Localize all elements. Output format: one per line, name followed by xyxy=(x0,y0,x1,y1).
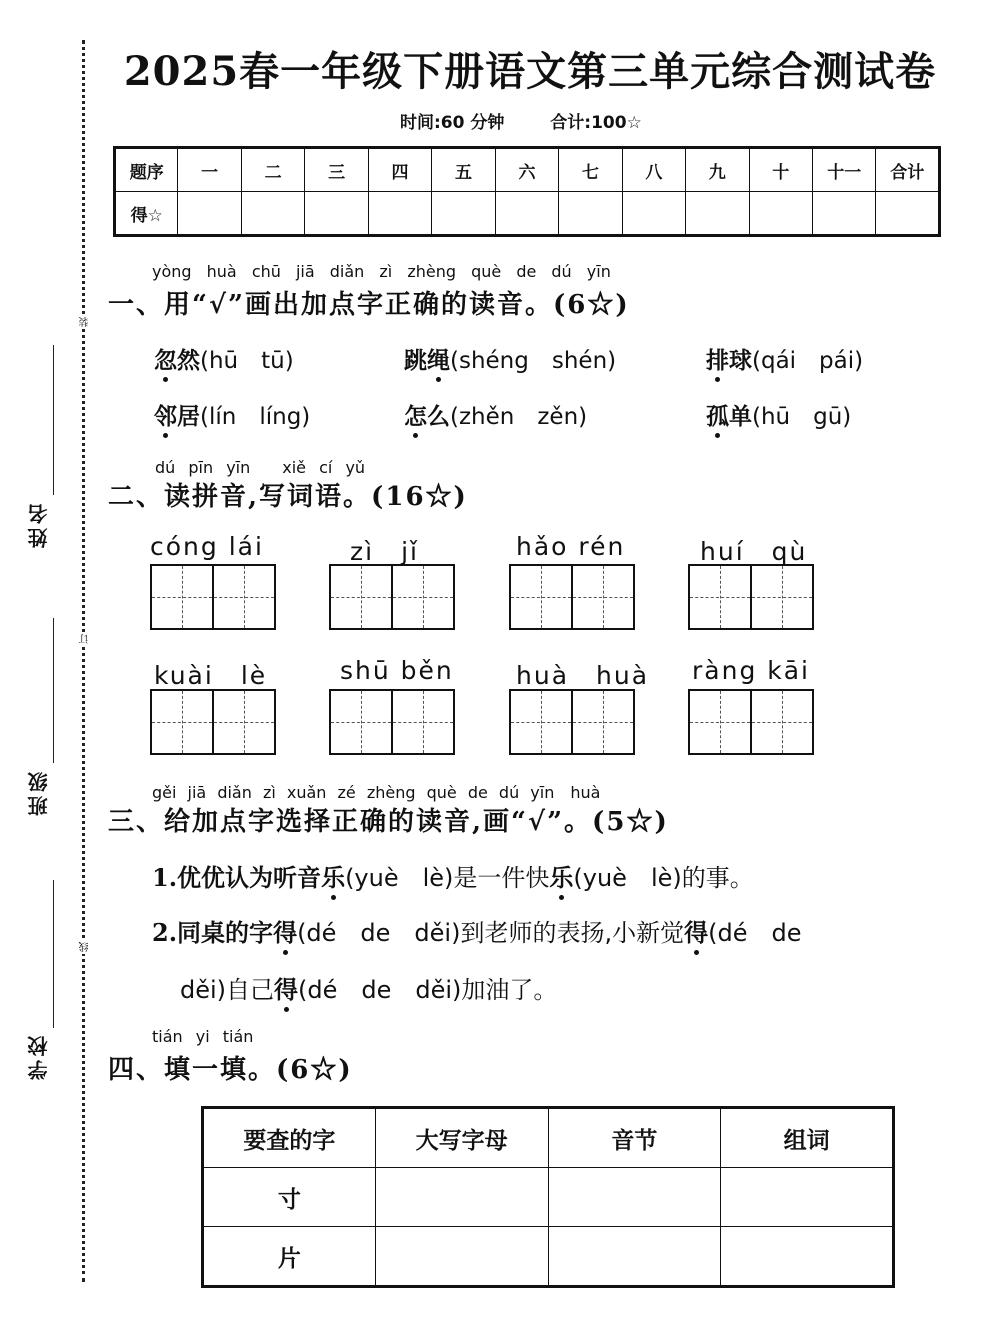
score-value-row xyxy=(115,192,940,236)
score-header-cell: 七 xyxy=(559,148,622,192)
score-header-cell: 四 xyxy=(368,148,431,192)
q3-sentence-2[interactable]: 2.同桌的字得(dé de děi)到老师的表扬,小新觉得(dé de xyxy=(152,918,802,947)
writing-grid[interactable] xyxy=(509,689,635,755)
fill-header-cell: 要查的字 xyxy=(203,1108,376,1168)
class-label: 班级 xyxy=(27,768,51,816)
q2-pinyin: dú pīn yīn xiě cí yǔ xyxy=(155,458,366,477)
score-cell[interactable] xyxy=(495,192,558,236)
q1-item[interactable]: 忽然(hū tū) xyxy=(154,347,294,374)
fill-cell[interactable] xyxy=(375,1168,548,1227)
q2-word-pinyin: ràng kāi xyxy=(692,656,811,685)
score-header-cell: 合计 xyxy=(876,148,940,192)
writing-grid[interactable] xyxy=(329,564,455,630)
writing-grid[interactable] xyxy=(688,689,814,755)
q2-word-pinyin: huí qù xyxy=(700,537,808,566)
fill-cell[interactable] xyxy=(548,1227,721,1287)
page-title: 2025春一年级下册语文第三单元综合测试卷 xyxy=(123,48,937,95)
score-cell[interactable] xyxy=(178,192,241,236)
writing-grid[interactable] xyxy=(688,564,814,630)
q4-heading: 四、填一填。(6☆) xyxy=(108,1055,353,1085)
score-cell[interactable] xyxy=(432,192,495,236)
score-cell[interactable] xyxy=(368,192,431,236)
score-header-cell: 八 xyxy=(622,148,685,192)
score-cell[interactable] xyxy=(622,192,685,236)
score-table xyxy=(113,146,941,237)
q2-word-pinyin: cóng lái xyxy=(150,532,264,561)
q2-word-pinyin: huà huà xyxy=(516,661,650,690)
fill-row-char: 寸 xyxy=(203,1168,376,1227)
q1-item[interactable]: 排球(qái pái) xyxy=(706,347,864,374)
q1-item[interactable]: 孤单(hū gū) xyxy=(706,403,852,430)
score-header-cell: 六 xyxy=(495,148,558,192)
name-blank[interactable] xyxy=(53,345,54,495)
score-header-cell: 题序 xyxy=(115,148,178,192)
binding-mark-1: 装 xyxy=(80,317,91,327)
q2-word-pinyin: kuài lè xyxy=(154,661,268,690)
q1-pinyin: yòng huà chū jiā diǎn zì zhèng què de dú yīn xyxy=(152,262,611,281)
q3-heading: 三、给加点字选择正确的读音,画“√”。(5☆) xyxy=(108,807,669,837)
q4-pinyin: tián yi tián xyxy=(152,1027,254,1046)
q1-item[interactable]: 跳绳(shéng shén) xyxy=(404,347,617,374)
q2-word-pinyin: shū běn xyxy=(340,656,454,685)
name-label: 姓名 xyxy=(27,500,51,548)
fill-header-cell: 大写字母 xyxy=(375,1108,548,1168)
score-header-cell: 十 xyxy=(749,148,812,192)
fill-cell[interactable] xyxy=(375,1227,548,1287)
binding-dotted-line xyxy=(82,40,85,1282)
q3-pinyin: gěi jiā diǎn zì xuǎn zé zhèng què de dú yīn huà xyxy=(152,783,601,802)
score-header-cell: 二 xyxy=(241,148,304,192)
writing-grid[interactable] xyxy=(150,564,276,630)
score-header-cell: 十一 xyxy=(812,148,875,192)
q2-heading: 二、读拼音,写词语。(16☆) xyxy=(108,482,468,512)
q3-sentence-3[interactable]: děi)自己得(dé de děi)加油了。 xyxy=(180,975,558,1004)
fill-row xyxy=(203,1227,894,1287)
q2-word-pinyin: zì jǐ xyxy=(350,537,419,566)
class-blank[interactable] xyxy=(53,618,54,763)
fill-row xyxy=(203,1168,894,1227)
score-header-cell: 一 xyxy=(178,148,241,192)
score-header-row xyxy=(115,148,940,192)
q1-item[interactable]: 邻居(lín líng) xyxy=(154,403,311,430)
score-header-cell: 五 xyxy=(432,148,495,192)
fill-header-cell: 组词 xyxy=(721,1108,894,1168)
score-cell[interactable] xyxy=(241,192,304,236)
writing-grid[interactable] xyxy=(509,564,635,630)
exam-time: 时间:60 分钟 xyxy=(400,113,505,133)
school-label: 学校 xyxy=(27,1032,51,1080)
score-cell[interactable] xyxy=(686,192,749,236)
fill-row-char: 片 xyxy=(203,1227,376,1287)
fill-table xyxy=(201,1106,895,1288)
score-cell[interactable] xyxy=(812,192,875,236)
q2-word-pinyin: hǎo rén xyxy=(516,532,626,561)
exam-total: 合计:100☆ xyxy=(550,113,642,133)
score-cell[interactable] xyxy=(749,192,812,236)
fill-cell[interactable] xyxy=(721,1227,894,1287)
score-header-cell: 九 xyxy=(686,148,749,192)
fill-cell[interactable] xyxy=(721,1168,894,1227)
score-cell[interactable] xyxy=(876,192,940,236)
q3-sentence-1[interactable]: 1.优优认为听音乐(yuè lè)是一件快乐(yuè lè)的事。 xyxy=(152,863,754,892)
score-cell[interactable] xyxy=(559,192,622,236)
fill-cell[interactable] xyxy=(548,1168,721,1227)
binding-mark-2: 订 xyxy=(80,634,91,644)
school-blank[interactable] xyxy=(53,880,54,1028)
fill-header-cell: 音节 xyxy=(548,1108,721,1168)
score-row-label: 得☆ xyxy=(115,192,178,236)
writing-grid[interactable] xyxy=(329,689,455,755)
q1-item[interactable]: 怎么(zhěn zěn) xyxy=(404,403,588,430)
q1-heading: 一、用“√”画出加点字正确的读音。(6☆) xyxy=(108,290,630,320)
score-cell[interactable] xyxy=(305,192,368,236)
score-header-cell: 三 xyxy=(305,148,368,192)
fill-header-row xyxy=(203,1108,894,1168)
exam-meta xyxy=(400,108,682,133)
binding-mark-3: 线 xyxy=(80,942,91,952)
writing-grid[interactable] xyxy=(150,689,276,755)
